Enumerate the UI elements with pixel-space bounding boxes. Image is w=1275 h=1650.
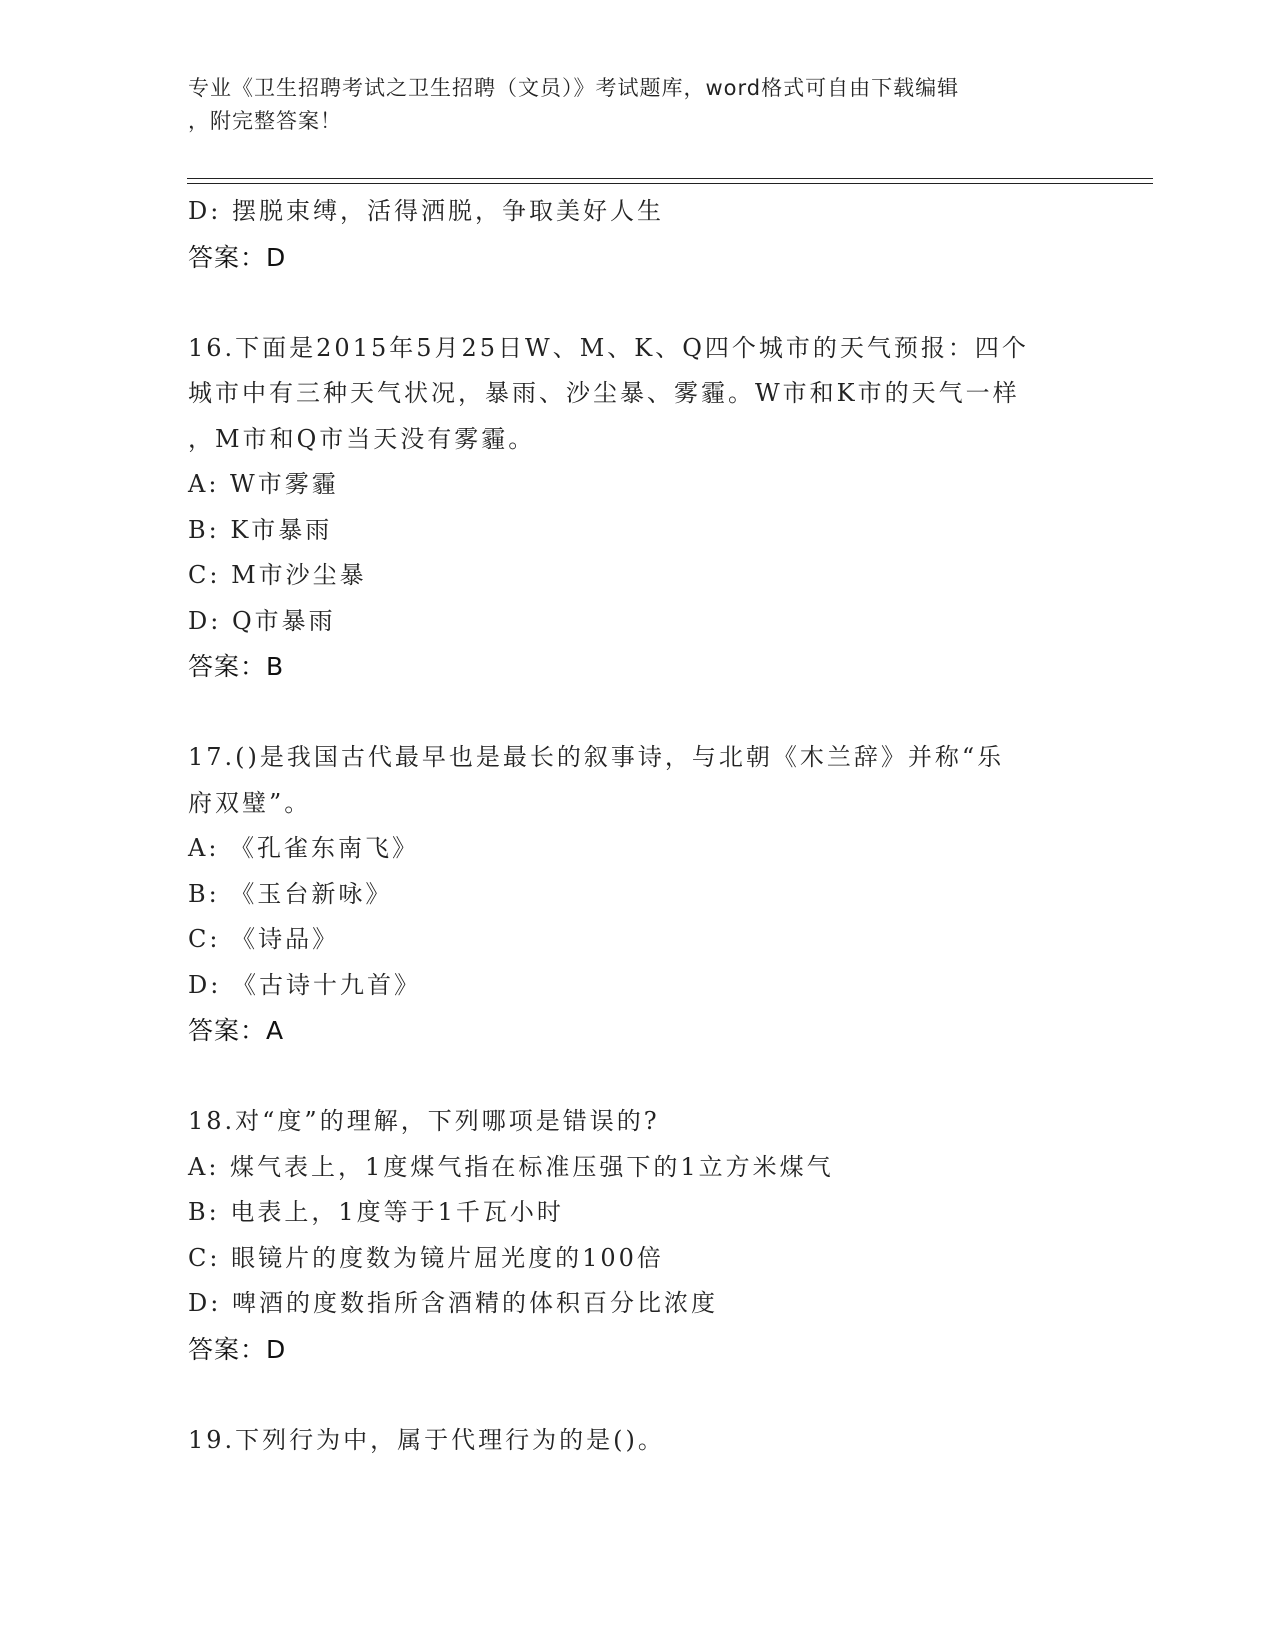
q17-option-a: A: 《孔雀东南飞》 [188, 834, 420, 862]
q16-stem-line-3: ，M市和Q市当天没有雾霾。 [188, 424, 536, 453]
question-list [188, 189, 1088, 1463]
document-header [188, 72, 1088, 138]
q16-answer: 答案：B [188, 652, 285, 681]
q18-answer: 答案：D [188, 1334, 287, 1364]
spacer [188, 280, 1088, 326]
q16-option-b: B: K市暴雨 [188, 515, 333, 544]
q17-stem-line-2: 府双璧”。 [188, 788, 312, 817]
q17-option-d: D: 《古诗十九首》 [188, 970, 421, 999]
q18-option-d: D: 啤酒的度数指所含酒精的体积百分比浓度 [188, 1289, 718, 1317]
spacer [188, 1054, 1088, 1100]
q16-stem-line-1: 16.下面是2015年5月25日W、M、K、Q四个城市的天气预报：四个 [188, 333, 1029, 362]
q15-answer: 答案：D [188, 242, 287, 272]
q18-option-c: C: 眼镜片的度数为镜片屈光度的100倍 [188, 1243, 664, 1272]
q16-stem-line-2: 城市中有三种天气状况，暴雨、沙尘暴、雾霾。W市和K市的天气一样 [188, 379, 1020, 407]
q19-stem-line-1: 19.下列行为中，属于代理行为的是()。 [188, 1425, 665, 1454]
q16-option-d: D: Q市暴雨 [188, 606, 336, 635]
q15-option-d: D: 摆脱束缚，活得洒脱，争取美好人生 [188, 197, 664, 225]
q17-stem-line-1: 17.()是我国古代最早也是最长的叙事诗，与北朝《木兰辞》并称“乐 [188, 743, 1005, 771]
q18-stem-line-1: 18.对“度”的理解，下列哪项是错误的? [188, 1107, 660, 1135]
q17-answer: 答案：A [188, 1016, 285, 1045]
q17-option-b: B: 《玉台新咏》 [188, 879, 393, 908]
header-line-2: ，附完整答案！ [188, 109, 342, 133]
spacer [188, 690, 1088, 736]
header-line-1: 专业《卫生招聘考试之卫生招聘（文员）》考试题库，word格式可自由下载编辑 [188, 76, 960, 100]
header-rule-top [187, 178, 1153, 179]
spacer [188, 1372, 1088, 1418]
header-rule-bottom [187, 183, 1153, 184]
q18-option-b: B: 电表上，1度等于1千瓦小时 [188, 1198, 564, 1226]
q16-option-a: A: W市雾霾 [188, 470, 339, 498]
q16-option-c: C: M市沙尘暴 [188, 561, 367, 589]
q18-option-a: A: 煤气表上，1度煤气指在标准压强下的1立方米煤气 [188, 1152, 834, 1181]
q17-option-c: C: 《诗品》 [188, 925, 340, 953]
